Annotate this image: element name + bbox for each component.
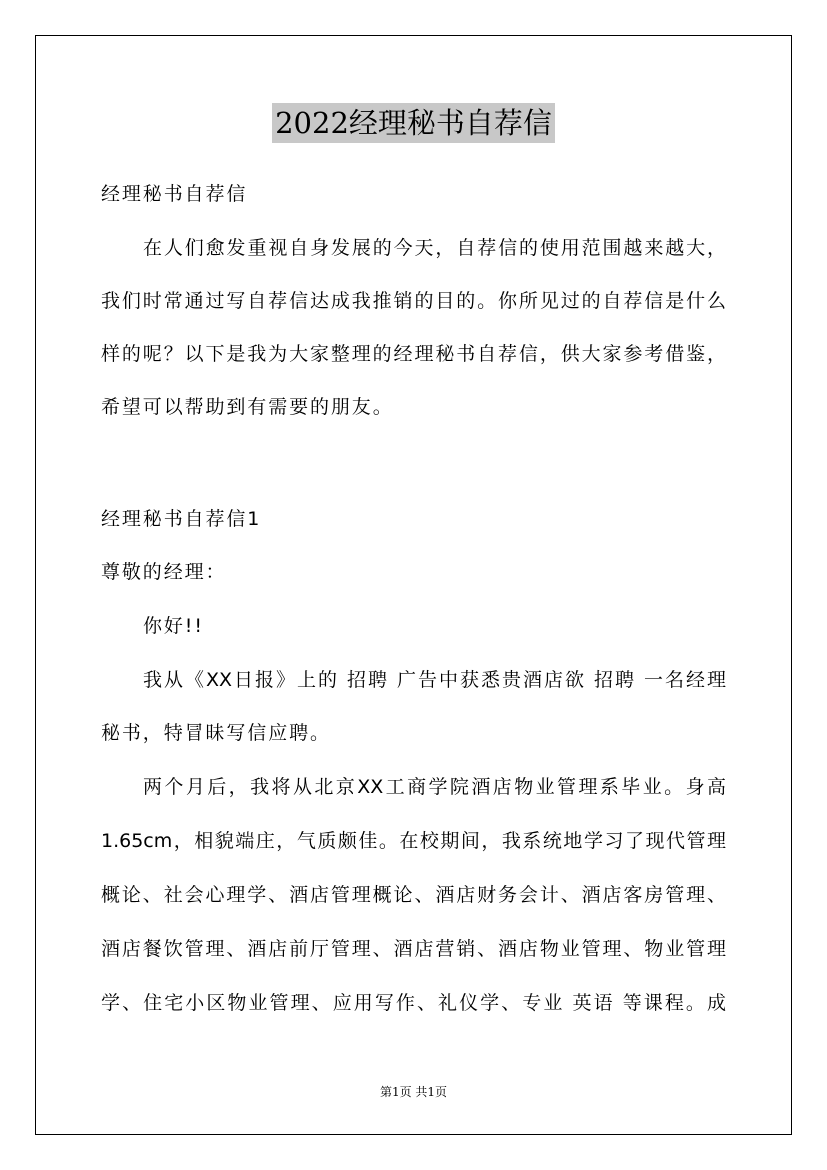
document-title: 2022经理秘书自荐信 <box>272 103 555 143</box>
paragraph-line: 希望可以帮助到有需要的朋友。 <box>101 396 394 418</box>
paragraph-line: 两个月后，我将从北京XX工商学院酒店物业管理系毕业。身高 <box>143 776 726 798</box>
section-heading: 经理秘书自荐信 <box>101 183 248 205</box>
paragraph-line: 酒店餐饮管理、酒店前厅管理、酒店营销、酒店物业管理、物业管理 <box>101 938 726 960</box>
page-footer: 第1页 共1页 <box>379 1085 448 1099</box>
paragraph-line: 我从《XX日报》上的 招聘 广告中获悉贵酒店欲 招聘 一名经理 <box>143 669 726 691</box>
salutation: 尊敬的经理： <box>101 561 227 583</box>
paragraph-line: 秘书，特冒昧写信应聘。 <box>101 722 331 744</box>
paragraph-line: 在人们愈发重视自身发展的今天，自荐信的使用范围越来越大， <box>143 237 726 259</box>
paragraph-line: 概论、社会心理学、酒店管理概论、酒店财务会计、酒店客房管理、 <box>101 884 726 906</box>
paragraph-line: 1.65cm，相貌端庄，气质颇佳。在校期间，我系统地学习了现代管理 <box>101 830 726 852</box>
paragraph-line: 样的呢？以下是我为大家整理的经理秘书自荐信，供大家参考借鉴， <box>101 343 726 365</box>
greeting: 你好!! <box>143 615 204 637</box>
paragraph-line: 我们时常通过写自荐信达成我推销的目的。你所见过的自荐信是什么 <box>101 290 726 312</box>
paragraph-line: 学、住宅小区物业管理、应用写作、礼仪学、专业 英语 等课程。成 <box>101 992 726 1014</box>
title-wrap <box>0 103 827 143</box>
section-heading: 经理秘书自荐信1 <box>101 508 262 530</box>
